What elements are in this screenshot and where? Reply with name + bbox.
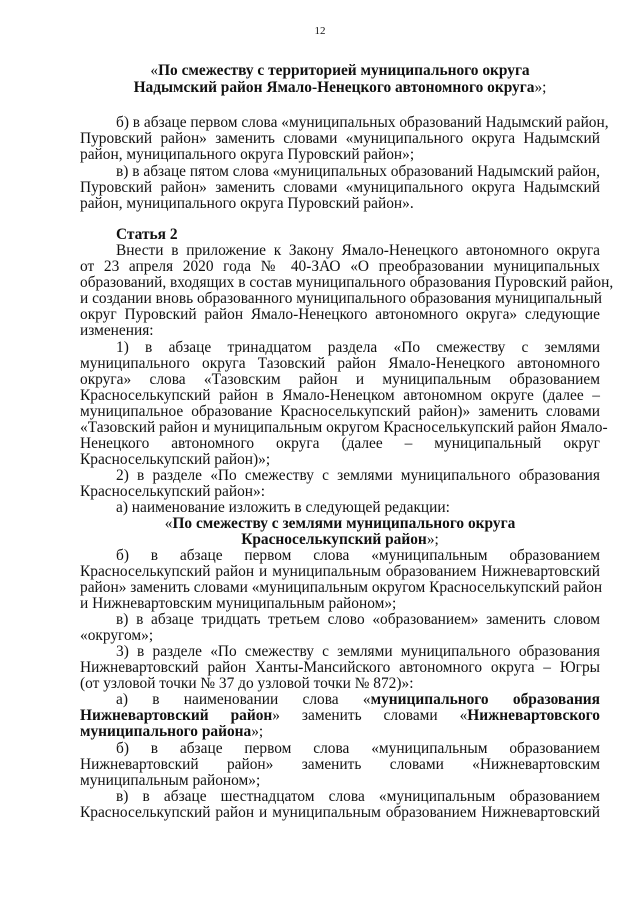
paragraph-line: (от узловой точки № 37 до узловой точки № 872)»: [80,675,414,692]
paragraph-line: муниципальное образование Красноселькупский район)» заменить словами [80,403,600,420]
paragraph-line: а) в наименовании слова «муниципального образования [116,691,601,708]
quoted-heading-line: Надымский район Ямало-Ненецкого автономного округа»; [133,79,547,96]
paragraph-line: Пуровский район» заменить словами «муниципального округа Надымский [80,130,600,147]
paragraph-line: Красноселькупский район)»; [80,451,271,468]
paragraph-line: и создании вновь образованного муниципального образования муниципальный [80,290,603,307]
paragraph-line: в) в абзаце шестнадцатом слова «муниципальным образованием [116,788,600,805]
paragraph-line: Красноселькупский район и муниципальным образованием Нижневартовский [80,563,600,580]
quoted-heading-line: «По смежеству с территорией муниципального округа [150,62,530,79]
paragraph-line: в) в абзаце пятом слова «муниципальных образований Надымский район, [116,163,600,180]
paragraph-line: б) в абзаце первом слова «муниципальным образованием [116,547,600,564]
paragraph-line: от 23 апреля 2020 года № 40-ЗАО «О преобразовании муниципальных [80,258,600,275]
paragraph-line: муниципального района»; [80,723,264,740]
paragraph-line: б) в абзаце первом слова «муниципальным образованием [116,740,600,757]
paragraph-line: муниципальным районом»; [80,772,261,789]
quoted-heading-line: «По смежеству с землями муниципального округа [164,515,516,532]
paragraph-line: Красноселькупский район и муниципальным образованием Нижневартовский [80,804,600,821]
article-heading: Статья 2 [116,226,178,243]
paragraph-line: Нижневартовский район Ханты-Мансийского автономного округа – Югры [80,659,600,676]
paragraph-line: округа» слова «Тазовским район и муниципальным образованием [80,371,600,388]
paragraph-line: 1) в абзаце тринадцатом раздела «По смежеству с землями [116,339,600,356]
paragraph-line: и Нижневартовским муниципальным районом»; [80,595,397,612]
paragraph-line: Ненецкого автономного округа (далее – муниципальный округ [80,435,600,452]
paragraph-line: образований, входящих в состав муниципального образования Пуровский район, [80,274,614,291]
paragraph-line: «округом»; [80,627,154,644]
paragraph-line: а) наименование изложить в следующей редакции: [116,499,450,516]
paragraph-line: округ Пуровский район Ямало-Ненецкого автономного округа» следующие [80,306,600,323]
paragraph-line: район» заменить словами «муниципальным округом Красноселькупский район [80,579,603,596]
paragraph-line: Красноселькупский район»: [80,483,265,500]
paragraph-line: 2) в разделе «По смежеству с землями муниципального образования [116,467,600,484]
page-number: 12 [314,25,326,37]
paragraph-line: «Тазовский район и муниципальным округом Красноселькупский район Ямало- [80,419,608,436]
paragraph-line: район, муниципального округа Пуровский район». [80,195,414,212]
paragraph-line: 3) в разделе «По смежеству с землями муниципального образования [116,643,600,660]
paragraph-line: муниципального округа Тазовский район Ямало-Ненецкого автономного [80,355,600,372]
paragraph-line: район, муниципального округа Пуровский район»; [80,146,415,163]
paragraph-line: Нижневартовский район» заменить словами «Нижневартовским [80,756,600,773]
paragraph-line: Красноселькупский район в Ямало-Ненецком автономном округе (далее – [80,387,600,404]
paragraph-line: изменения: [80,322,154,339]
paragraph-line: Пуровский район» заменить словами «муниципального округа Надымский [80,179,600,196]
paragraph-line: Нижневартовский район» заменить словами «Нижневартовского [80,707,600,724]
paragraph-line: б) в абзаце первом слова «муниципальных образований Надымский район, [116,114,609,131]
quoted-heading-line: Красноселькупский район»; [241,531,439,548]
paragraph-line: в) в абзаце тридцать третьем слово «образованием» заменить словом [116,611,600,628]
paragraph-line: Внести в приложение к Закону Ямало-Ненецкого автономного округа [116,242,600,259]
